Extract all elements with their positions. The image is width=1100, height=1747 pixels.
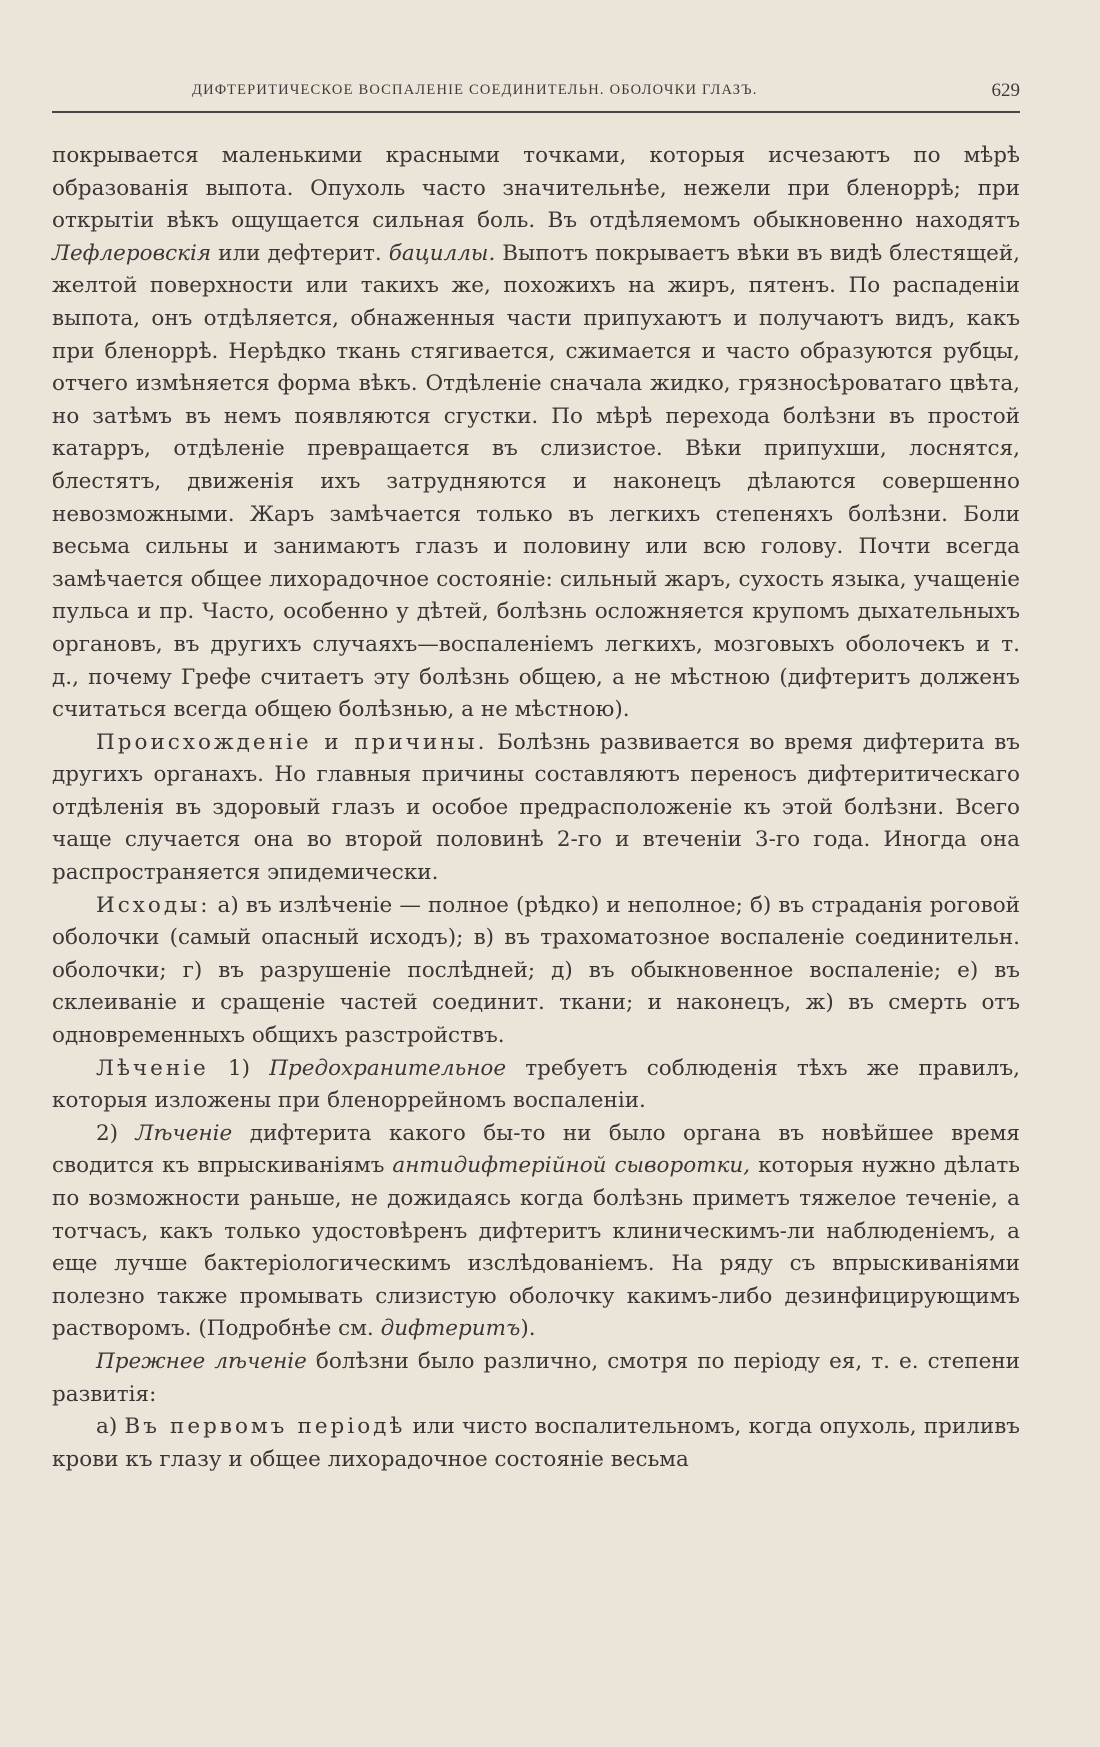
text-run: или дефтерит. (211, 240, 389, 266)
italic-term: дифтеритъ (380, 1316, 521, 1342)
running-title: ДИФТЕРИТИЧЕСКОЕ ВОСПАЛЕНІЕ СОЕДИНИТЕЛЬН. ОБОЛОЧКИ ГЛАЗЪ. (192, 82, 758, 98)
italic-term: Лѣченіе (135, 1120, 233, 1146)
text-run: или чисто воспалительномъ, когда опухоль, приливъ крови къ глазу и общее лихорадочное состояніе весьма (52, 1414, 1020, 1472)
italic-term: антидифтерійной сыворотки, (392, 1153, 751, 1179)
text-run: дифтерита какого бы-то ни было органа въ новѣйшее время сводится къ впрыскиваніямъ (52, 1120, 1020, 1179)
body-text (52, 140, 1020, 1476)
paragraph-origin (52, 727, 1020, 890)
paragraph-treatment (52, 1053, 1020, 1118)
text-run: которыя нужно дѣлать по возможности раньше, не дожидаясь когда болѣзнь приметъ тяжелое теченіе, а тотчасъ, какъ только удостовѣренъ дифтеритъ клиническимъ-ли наблюденіемъ, а еще лучше бактеріологическимъ изслѣдованіемъ. На ряду съ впрыскиваніями полезно также промывать слизистую оболочку какимъ-либо дезинфицирующимъ растворомъ. (Подробнѣе см. (52, 1153, 1020, 1342)
paragraph-former-treatment (52, 1346, 1020, 1411)
text-run: ). (520, 1316, 536, 1342)
page-number: 629 (991, 80, 1020, 101)
paragraph-first-period (52, 1411, 1020, 1476)
paragraph-outcomes (52, 890, 1020, 1053)
text-run: а) (96, 1414, 125, 1440)
text-run: 2) (96, 1120, 136, 1146)
text-run: требуетъ соблюденія тѣхъ же правилъ, которыя изложены при бленоррейномъ воспаленіи. (52, 1055, 1020, 1114)
text-run: болѣзни было различно, смотря по періоду ея, т. е. степени развитія: (52, 1348, 1020, 1407)
section-lead: Лѣченіе (96, 1055, 209, 1081)
section-lead: Въ первомъ періодѣ (124, 1414, 406, 1440)
italic-term: Прежнее лѣченіе (96, 1348, 307, 1374)
text-run: а) въ излѣченіе — полное (рѣдко) и неполное; б) въ страданія роговой оболочки (самый опасный исходъ); в) въ трахоматозное воспаленіе соединительн. оболочки; г) въ разрушеніе послѣдней; д) въ обыкновенное воспаленіе; е) въ склеиваніе и сращеніе частей соединит. ткани; и наконецъ, ж) въ смерть отъ одновременныхъ общихъ разстройствъ. (52, 892, 1020, 1049)
italic-term: Предохранительное (269, 1055, 507, 1081)
text-run: покрывается маленькими красными точками, которыя исчезаютъ по мѣрѣ образованія выпота. Опухоль часто значительнѣе, нежели при бленоррѣ; при открытіи вѣкъ ощущается сильная боль. Въ отдѣляемомъ обыкновенно находятъ (52, 143, 1020, 234)
italic-term: Лефлеровскія (52, 240, 212, 266)
italic-term: бациллы. (388, 240, 496, 266)
paragraph-serum-treatment (52, 1118, 1020, 1346)
text-run: Выпотъ покрываетъ вѣки въ видѣ блестящей, желтой поверхности или такихъ же, похожихъ на жиръ, пятенъ. По распаденіи выпота, онъ отдѣляется, обнаженныя части припухаютъ и получаютъ видъ, какъ при бленоррѣ. Нерѣдко ткань стягивается, сжимается и часто образуются рубцы, отчего измѣняется форма вѣкъ. Отдѣленіе сначала жидко, грязносѣроватаго цвѣта, но затѣмъ въ немъ появляются сгустки. По мѣрѣ перехода болѣзни въ простой катарръ, отдѣленіе превращается въ слизистое. Вѣки припухши, лоснятся, блестятъ, движенія ихъ затрудняются и наконецъ дѣлаются совершенно невозможными. Жаръ замѣчается только въ легкихъ степеняхъ болѣзни. Боли весьма сильны и занимаютъ глазъ и половину или всю голову. Почти всегда замѣчается общее лихорадочное состояніе: сильный жаръ, сухость языка, учащеніе пульса и пр. Часто, особенно у дѣтей, болѣзнь осложняется крупомъ дыхательныхъ органовъ, въ другихъ случаяхъ—воспаленіемъ легкихъ, мозговыхъ оболочекъ и т. д., почему Грефе считаетъ эту болѣзнь общею, а не мѣстною (дифтеритъ долженъ считаться всегда общею болѣзнью, а не мѣстною). (52, 240, 1020, 723)
section-lead: Происхожденіе и причины. (96, 729, 488, 755)
text-run: 1) (208, 1055, 270, 1081)
header-rule (52, 111, 1020, 113)
text-run: Болѣзнь развивается во время дифтерита въ другихъ органахъ. Но главныя причины составляютъ переносъ дифтеритическаго отдѣленія въ здоровый глазъ и особое предрасположеніе къ этой болѣзни. Всего чаще случается она во второй половинѣ 2-го и втеченіи 3-го года. Иногда она распространяется эпидемически. (52, 729, 1020, 886)
paragraph-symptoms (52, 140, 1020, 727)
section-lead: Исходы: (96, 892, 211, 918)
